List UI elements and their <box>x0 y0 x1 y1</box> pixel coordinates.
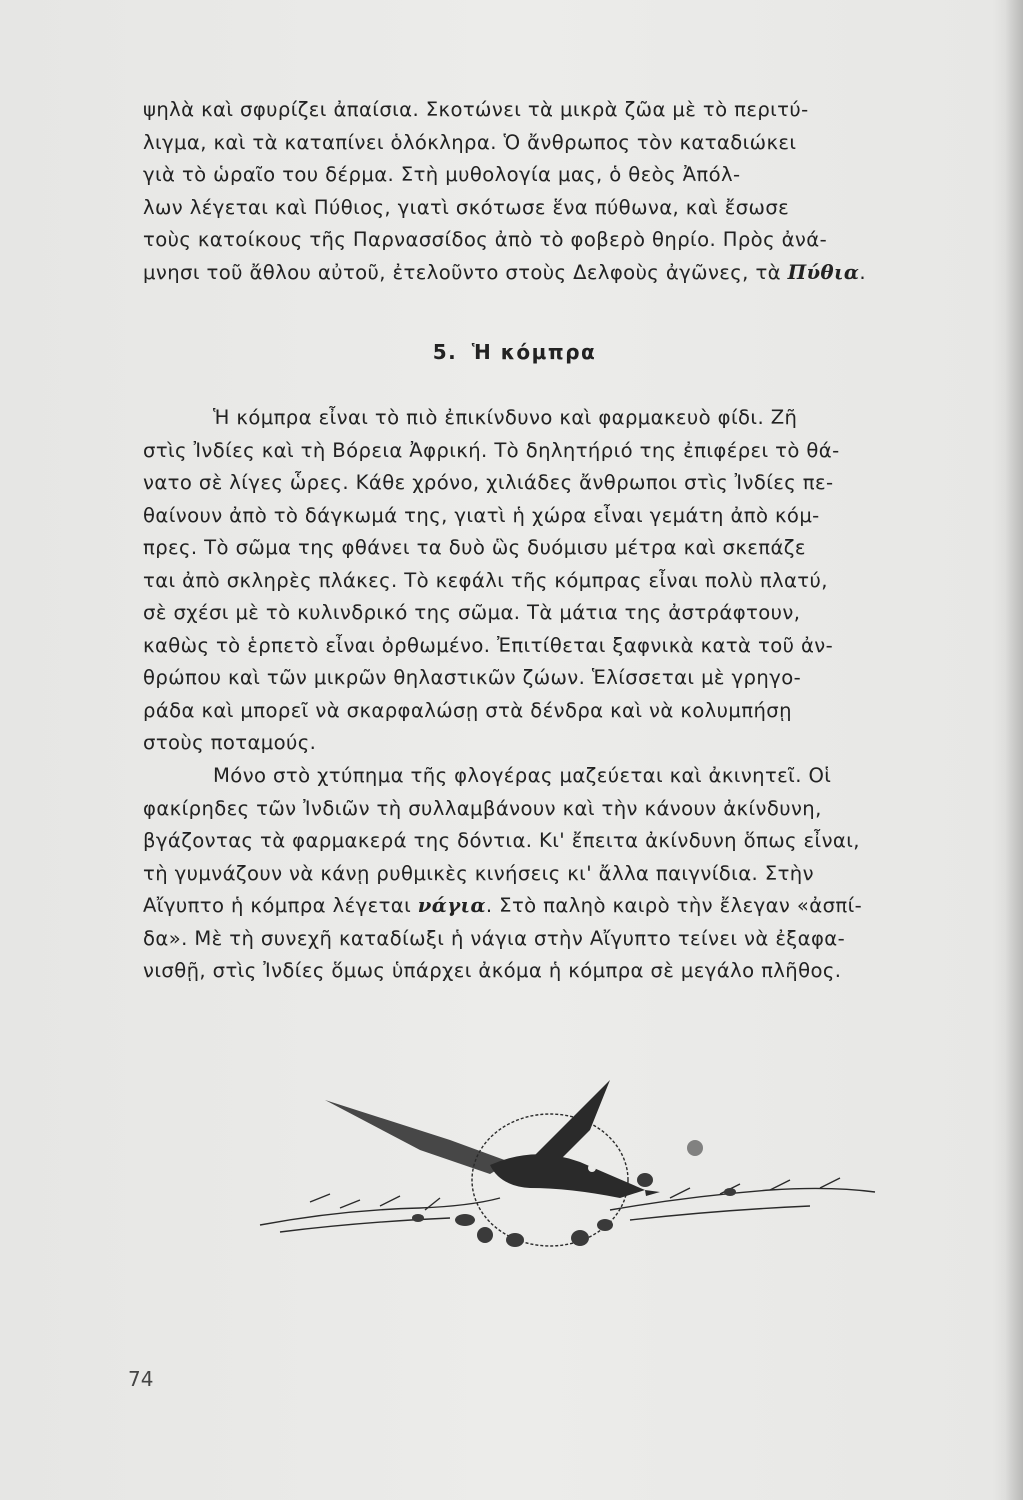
text-line: Μόνο στὸ χτύπημα τῆς φλογέρας μαζεύεται καὶ ἀκινητεῖ. Οἱ <box>213 764 832 787</box>
text-line: λιγμα, καὶ τὰ καταπίνει ὁλόκληρα. Ὁ ἄνθρωπος τὸν καταδιώκει <box>143 130 797 154</box>
text-line: νισθῇ, στὶς Ἰνδίες ὅμως ὑπάρχει ἀκόμα ἡ κόμπρα σὲ μεγάλο πλῆθος. <box>143 959 842 982</box>
text-fragment: . <box>859 260 866 284</box>
text-line: καθὼς τὸ ἑρπετὸ εἶναι ὀρθωμένο. Ἐπιτίθεται ξαφνικὰ κατὰ τοῦ ἀν- <box>143 633 834 657</box>
intro-paragraph <box>143 94 988 289</box>
text-line: ψηλὰ καὶ σφυρίζει ἀπαίσια. Σκοτώνει τὰ μικρὰ ζῶα μὲ τὸ περιτύ- <box>143 98 809 121</box>
text-line: ται ἀπὸ σκληρὲς πλάκες. Τὸ κεφάλι τῆς κόμπρας εἶναι πολὺ πλατύ, <box>143 568 828 592</box>
text-line <box>143 257 988 290</box>
text-fragment: μνησι τοῦ ἄθλου αὐτοῦ, ἐτελοῦντο στοὺς Δελφοὺς ἀγῶνες, τὰ <box>143 260 788 284</box>
text-line: ράδα καὶ μπορεῖ νὰ σκαρφαλώσῃ στὰ δένδρα καὶ νὰ κολυμπήσῃ <box>143 698 792 722</box>
emphasized-term: Πύθια <box>787 260 860 284</box>
emphasized-term: νάγια <box>417 894 486 917</box>
text-line: τὴ γυμνάζουν νὰ κάνῃ ρυθμικὲς κινήσεις κι' ἄλλα παιγνίδια. Στὴν <box>143 861 814 885</box>
paragraph-fakirs <box>143 760 988 988</box>
text-line: φακίρηδες τῶν Ἰνδιῶν τὴ συλλαμβάνουν καὶ τὴν κάνουν ἀκίνδυνη, <box>143 796 822 820</box>
text-line <box>143 890 988 923</box>
text-line: στοὺς ποταμούς. <box>143 731 317 754</box>
text-line: δα». Μὲ τὴ συνεχῆ καταδίωξι ἡ νάγια στὴν Αἴγυπτο τείνει νὰ ἐξαφα- <box>143 926 846 950</box>
text-line: γιὰ τὸ ὡραῖο του δέρμα. Στὴ μυθολογία μας, ὁ θεὸς Ἀπόλ- <box>143 163 741 186</box>
swallow-vignette-icon <box>250 1070 880 1270</box>
text-line: θρώπου καὶ τῶν μικρῶν θηλαστικῶν ζώων. Ἑλίσσεται μὲ γρηγο- <box>143 666 802 689</box>
page-spine-shadow <box>1005 0 1023 1500</box>
text-fragment: . Στὸ παληὸ καιρὸ τὴν ἔλεγαν «ἀσπί- <box>485 894 863 917</box>
text-line: πρες. Τὸ σῶμα της φθάνει τα δυὸ ὣς δυόμισυ μέτρα καὶ σκεπάζε <box>143 536 806 559</box>
text-line: Ἡ κόμπρα εἶναι τὸ πιὸ ἐπικίνδυνο καὶ φαρμακευὸ φίδι. Ζῆ <box>213 406 798 429</box>
text-fragment: Αἴγυπτο ἡ κόμπρα λέγεται <box>143 894 418 917</box>
text-line: λων λέγεται καὶ Πύθιος, γιατὶ σκότωσε ἕνα πύθωνα, καὶ ἔσωσε <box>143 195 790 219</box>
text-line: θαίνουν ἀπὸ τὸ δάγκωμά της, γιατὶ ἡ χώρα εἶναι γεμάτη ἀπὸ κόμ- <box>143 503 820 527</box>
text-line: βγάζοντας τὰ φαρμακερά της δόντια. Κι' ἔπειτα ἀκίνδυνη ὅπως εἶναι, <box>143 829 860 852</box>
page-number: 74 <box>128 1367 154 1391</box>
text-line: στὶς Ἰνδίες καὶ τὴ Βόρεια Ἀφρική. Τὸ δηλητήριό της ἐπιφέρει τὸ θά- <box>143 438 840 462</box>
section-title: Ἡ κόμπρα <box>471 340 597 364</box>
paragraph-cobra-description <box>143 402 988 760</box>
section-number: 5. <box>432 340 458 364</box>
text-line: σὲ σχέσι μὲ τὸ κυλινδρικό της σῶμα. Τὰ μάτια της ἀστράφτουν, <box>143 601 801 624</box>
text-line: νατο σὲ λίγες ὧρες. Κάθε χρόνο, χιλιάδες ἄνθρωποι στὶς Ἰνδίες πε- <box>143 471 834 494</box>
text-line: τοὺς κατοίκους τῆς Παρνασσίδος ἀπὸ τὸ φοβερὸ θηρίο. Πρὸς ἀνά- <box>143 228 828 251</box>
section-heading <box>0 340 1023 364</box>
